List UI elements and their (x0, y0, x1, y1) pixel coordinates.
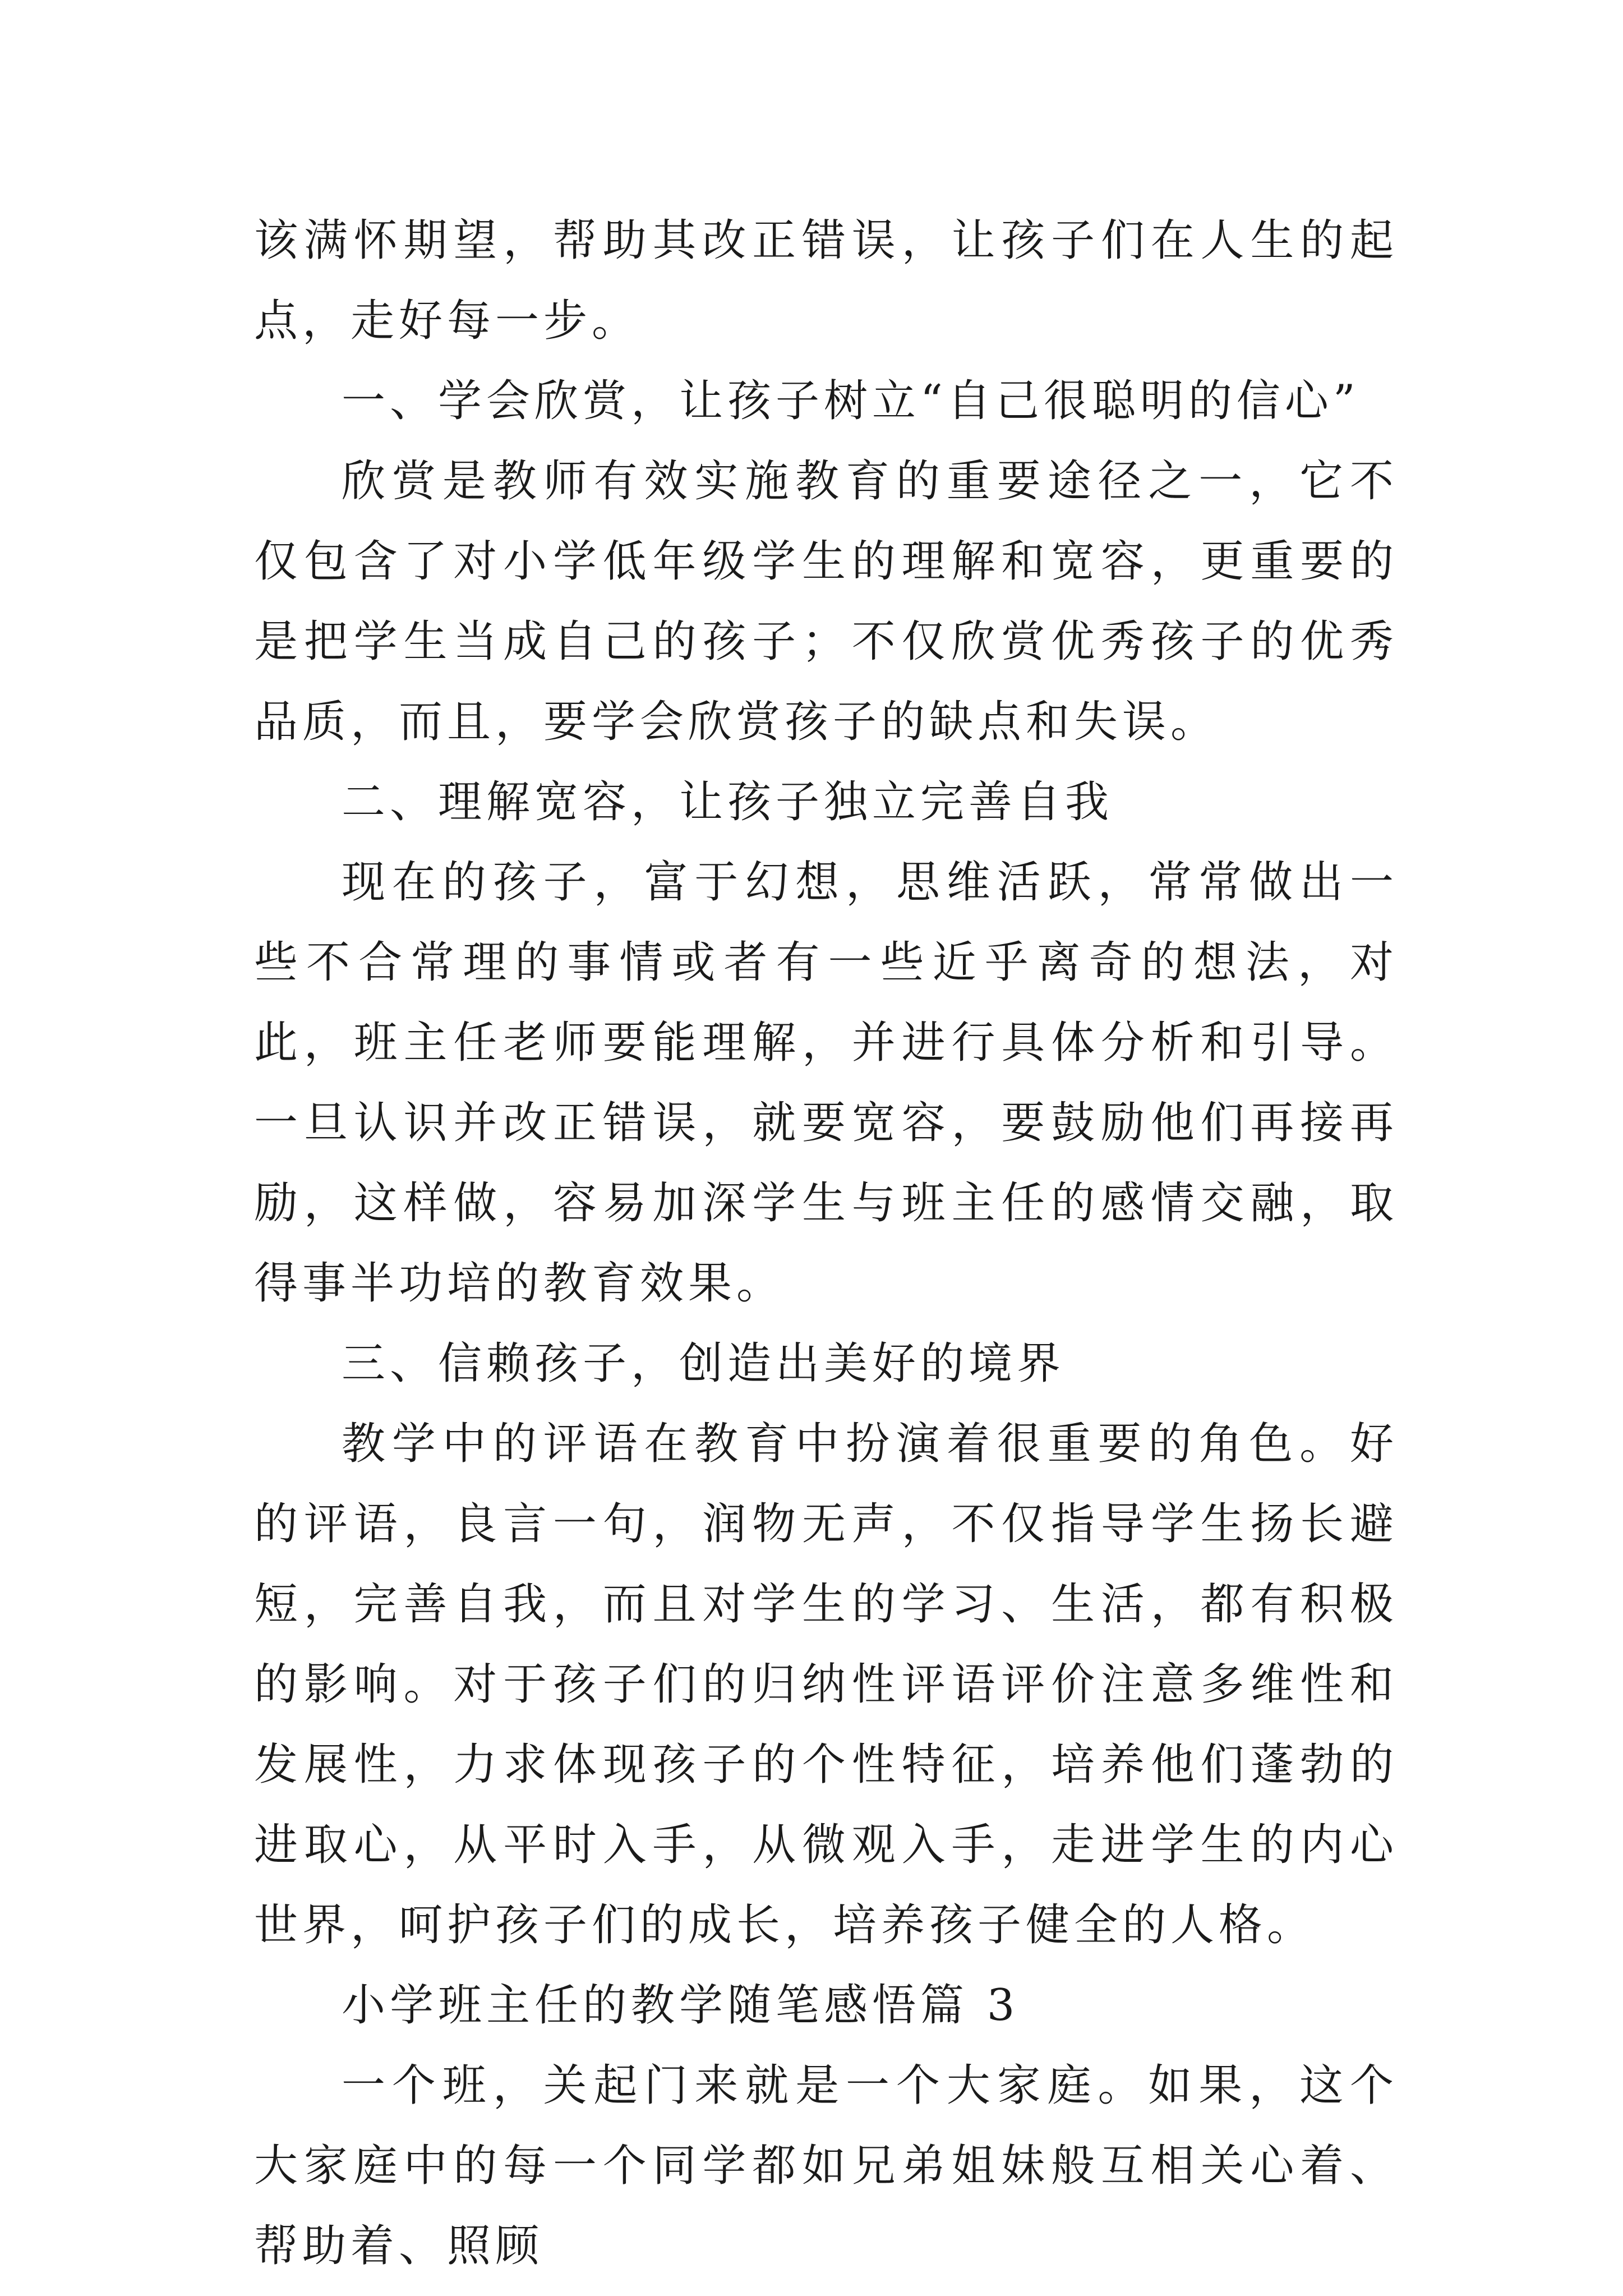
section-heading-3: 三、信赖孩子，创造出美好的境界 (342, 1338, 1066, 1389)
article-title: 小学班主任的教学随笔感悟篇 3 (342, 1980, 1020, 2031)
document-body (254, 201, 1398, 2286)
paragraph-appreciation: 欣赏是教师有效实施教育的重要途径之一，它不仅包含了对小学低年级学生的理解和宽容，更重要的是把学生当成自己的孩子；不仅欣赏优秀孩子的优秀品质，而且，要学会欣赏孩子的缺点和失误。 (254, 456, 1398, 747)
section-heading-1: 一、学会欣赏，让孩子树立“自己很聪明的信心” (342, 376, 1360, 426)
paragraph-comments: 教学中的评语在教育中扮演着很重要的角色。好的评语，良言一句，润物无声，不仅指导学生扬长避短，完善自我，而且对学生的学习、生活，都有积极的影响。对于孩子们的归纳性评语评价注意多维性和发展性，力求体现孩子的个性特征，培养他们蓬勃的进取心，从平时入手，从微观入手，走进学生的内心世界，呵护孩子们的成长，培养孩子健全的人格。 (254, 1419, 1398, 1950)
section-heading-2: 二、理解宽容，让孩子独立完善自我 (342, 777, 1114, 827)
paragraph-tolerance: 现在的孩子，富于幻想，思维活跃，常常做出一些不合常理的事情或者有一些近乎离奇的想法，对此，班主任老师要能理解，并进行具体分析和引导。一旦认识并改正错误，就要宽容，要鼓励他们再接再励，这样做，容易加深学生与班主任的感情交融，取得事半功培的教育效果。 (254, 857, 1398, 1309)
paragraph-class-family: 一个班，关起门来就是一个大家庭。如果，这个大家庭中的每一个同学都如兄弟姐妹般互相关心着、帮助着、照顾 (254, 2060, 1398, 2271)
paragraph-continuation: 该满怀期望，帮助其改正错误，让孩子们在人生的起点，走好每一步。 (254, 215, 1398, 346)
